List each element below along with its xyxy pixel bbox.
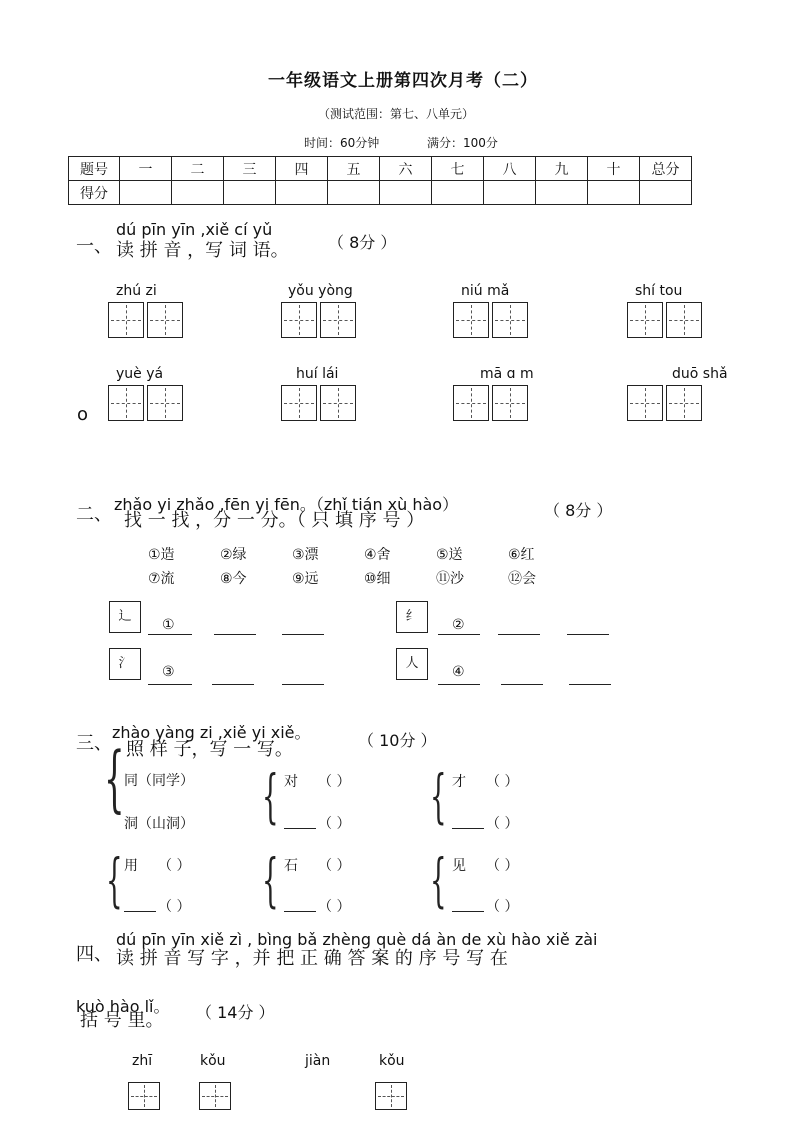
writing-grid[interactable] <box>666 302 702 338</box>
writing-grid[interactable] <box>453 385 489 421</box>
section-1-number: 一、 <box>76 236 112 257</box>
answer-blank[interactable] <box>438 684 480 685</box>
score-cell[interactable] <box>276 181 328 205</box>
answer-paren[interactable]: （ ） <box>486 774 519 790</box>
writing-grid[interactable] <box>453 302 489 338</box>
option-item: ⑩细 <box>364 571 391 587</box>
score-header-cell: 六 <box>380 157 432 181</box>
section-4-instruction-line2: 括 号 里。 <box>80 1010 164 1031</box>
radical-box: 纟 <box>396 601 428 633</box>
answer-blank[interactable] <box>567 634 609 635</box>
score-header-cell: 五 <box>328 157 380 181</box>
writing-grid[interactable] <box>147 302 183 338</box>
word-pinyin: jiàn <box>305 1053 331 1069</box>
example-word: 同（同学） <box>124 773 194 789</box>
section-1-points: （ 8分 ） <box>328 233 397 252</box>
word-pinyin: zhú zi <box>116 283 157 299</box>
section-3-instruction: 照 样 子，写 一 写。 <box>126 739 293 760</box>
score-header-cell: 九 <box>536 157 588 181</box>
answer-blank[interactable] <box>569 684 611 685</box>
full-score: 满分：100分 <box>427 136 498 150</box>
score-cell[interactable] <box>536 181 588 205</box>
left-brace: { <box>262 846 279 914</box>
answer-paren[interactable]: （ ） <box>318 816 351 832</box>
score-header-cell: 一 <box>120 157 172 181</box>
word-pinyin: yǒu yòng <box>288 283 353 299</box>
score-row-label: 得分 <box>69 181 120 205</box>
option-item: ①造 <box>148 547 175 563</box>
char-blank[interactable] <box>124 911 156 912</box>
section-4-instruction-line1: 读 拼 音 写 字 ，并 把 正 确 答 案 的 序 号 写 在 <box>116 948 508 969</box>
section-4-points: （ 14分 ） <box>196 1003 275 1022</box>
writing-grid[interactable] <box>320 302 356 338</box>
base-char: 用 <box>124 858 138 874</box>
option-item: ⑨远 <box>292 571 319 587</box>
word-pinyin: mā ɑ m <box>480 366 534 382</box>
writing-grid[interactable] <box>492 385 528 421</box>
option-item: ⑫会 <box>508 571 536 587</box>
option-item: ⑪沙 <box>436 571 464 587</box>
answer-paren[interactable]: （ ） <box>486 816 519 832</box>
test-range: （测试范围：第七、八单元） <box>318 107 475 121</box>
writing-grid[interactable] <box>108 385 144 421</box>
writing-grid[interactable] <box>375 1082 407 1110</box>
score-cell[interactable] <box>588 181 640 205</box>
score-header-cell: 八 <box>484 157 536 181</box>
section-2-pinyin: zhǎo yi zhǎo ,fēn yi fēn。（zhǐ tián xù hào） <box>114 495 459 514</box>
left-brace: { <box>262 762 279 830</box>
base-char: 石 <box>284 858 298 874</box>
answer-blank[interactable] <box>148 684 192 685</box>
section-2-points: （ 8分 ） <box>544 501 613 520</box>
writing-grid[interactable] <box>108 302 144 338</box>
score-header-cell: 题号 <box>69 157 120 181</box>
section-4-pinyin-line2: kuò hào lǐ。 <box>76 997 170 1016</box>
section-4-number: 四、 <box>76 944 112 965</box>
score-value-row <box>69 181 692 205</box>
example-word: 洞（山洞） <box>124 816 194 832</box>
writing-grid[interactable] <box>666 385 702 421</box>
writing-grid[interactable] <box>320 385 356 421</box>
score-cell[interactable] <box>120 181 172 205</box>
word-pinyin: kǒu <box>200 1053 226 1069</box>
writing-grid[interactable] <box>199 1082 231 1110</box>
section-3-points: （ 10分 ） <box>358 731 437 750</box>
word-pinyin: zhī <box>132 1053 153 1069</box>
writing-grid[interactable] <box>492 302 528 338</box>
score-header-cell: 十 <box>588 157 640 181</box>
option-item: ⑥红 <box>508 547 535 563</box>
section-3-number: 三、 <box>76 733 112 754</box>
answer-paren[interactable]: （ ） <box>318 899 351 915</box>
word-pinyin: duō shǎ <box>672 366 728 382</box>
score-header-cell: 四 <box>276 157 328 181</box>
radical-box: 氵 <box>109 648 141 680</box>
option-item: ③漂 <box>292 547 319 563</box>
exam-time: 时间：60分钟 <box>304 136 380 150</box>
score-cell[interactable] <box>172 181 224 205</box>
answer-example: ③ <box>162 664 175 680</box>
word-pinyin: yuè yá <box>116 366 164 382</box>
left-brace: { <box>430 762 447 830</box>
answer-blank[interactable] <box>282 684 324 685</box>
score-header-row <box>69 157 692 181</box>
section-3-pinyin: zhào yàng zi ,xiě yi xiě。 <box>112 723 311 742</box>
score-cell[interactable] <box>380 181 432 205</box>
base-char: 才 <box>452 774 466 790</box>
base-char: 对 <box>284 774 298 790</box>
answer-paren[interactable]: （ ） <box>318 774 351 790</box>
section-1-instruction: 读 拼 音 ，写 词 语。 <box>116 240 289 261</box>
word-pinyin: shí tou <box>635 283 683 299</box>
score-header-cell: 总分 <box>640 157 692 181</box>
char-blank[interactable] <box>452 828 484 829</box>
answer-example: ④ <box>452 664 465 680</box>
answer-paren[interactable]: （ ） <box>486 899 519 915</box>
score-cell[interactable] <box>432 181 484 205</box>
radical-box: 人 <box>396 648 428 680</box>
answer-blank[interactable] <box>214 634 256 635</box>
answer-paren[interactable]: （ ） <box>318 858 351 874</box>
stray-mark: o <box>77 404 89 425</box>
writing-grid[interactable] <box>281 385 317 421</box>
writing-grid[interactable] <box>627 302 663 338</box>
section-2-number: 二、 <box>76 504 112 525</box>
char-blank[interactable] <box>284 911 316 912</box>
writing-grid[interactable] <box>128 1082 160 1110</box>
score-header-cell: 三 <box>224 157 276 181</box>
left-brace: { <box>106 846 123 914</box>
answer-paren[interactable]: （ ） <box>158 899 191 915</box>
writing-grid[interactable] <box>147 385 183 421</box>
score-table <box>68 156 692 205</box>
word-pinyin: huí lái <box>296 366 339 382</box>
answer-paren[interactable]: （ ） <box>158 858 191 874</box>
char-blank[interactable] <box>284 828 316 829</box>
answer-blank[interactable] <box>282 634 324 635</box>
answer-blank[interactable] <box>498 634 540 635</box>
answer-example: ① <box>162 617 175 633</box>
writing-grid[interactable] <box>281 302 317 338</box>
score-cell[interactable] <box>640 181 692 205</box>
answer-blank[interactable] <box>501 684 543 685</box>
score-header-cell: 七 <box>432 157 484 181</box>
answer-blank[interactable] <box>148 634 192 635</box>
answer-blank[interactable] <box>438 634 480 635</box>
score-cell[interactable] <box>224 181 276 205</box>
option-item: ②绿 <box>220 547 247 563</box>
option-item: ⑤送 <box>436 547 463 563</box>
option-item: ⑧今 <box>220 571 247 587</box>
answer-blank[interactable] <box>212 684 254 685</box>
char-blank[interactable] <box>452 911 484 912</box>
page-title: 一年级语文上册第四次月考（二） <box>268 71 538 91</box>
answer-paren[interactable]: （ ） <box>486 858 519 874</box>
base-char: 见 <box>452 858 466 874</box>
word-pinyin: kǒu <box>379 1053 405 1069</box>
writing-grid[interactable] <box>627 385 663 421</box>
score-header-cell: 二 <box>172 157 224 181</box>
score-cell[interactable] <box>328 181 380 205</box>
left-brace: { <box>430 846 447 914</box>
option-item: ⑦流 <box>148 571 175 587</box>
radical-box: 辶 <box>109 601 141 633</box>
word-pinyin: niú mǎ <box>461 283 510 299</box>
score-cell[interactable] <box>484 181 536 205</box>
section-1-pinyin: dú pīn yīn ,xiě cí yǔ <box>116 220 273 239</box>
option-item: ④舍 <box>364 547 391 563</box>
section-4-pinyin-line1: dú pīn yīn xiě zì , bìng bǎ zhèng què dá àn de xù hào xiě zài <box>116 930 598 949</box>
answer-example: ② <box>452 617 465 633</box>
section-2-instruction: 找 一 找 ，分 一 分。（ 只 填 序 号 ） <box>124 510 425 531</box>
left-brace: { <box>104 736 125 820</box>
